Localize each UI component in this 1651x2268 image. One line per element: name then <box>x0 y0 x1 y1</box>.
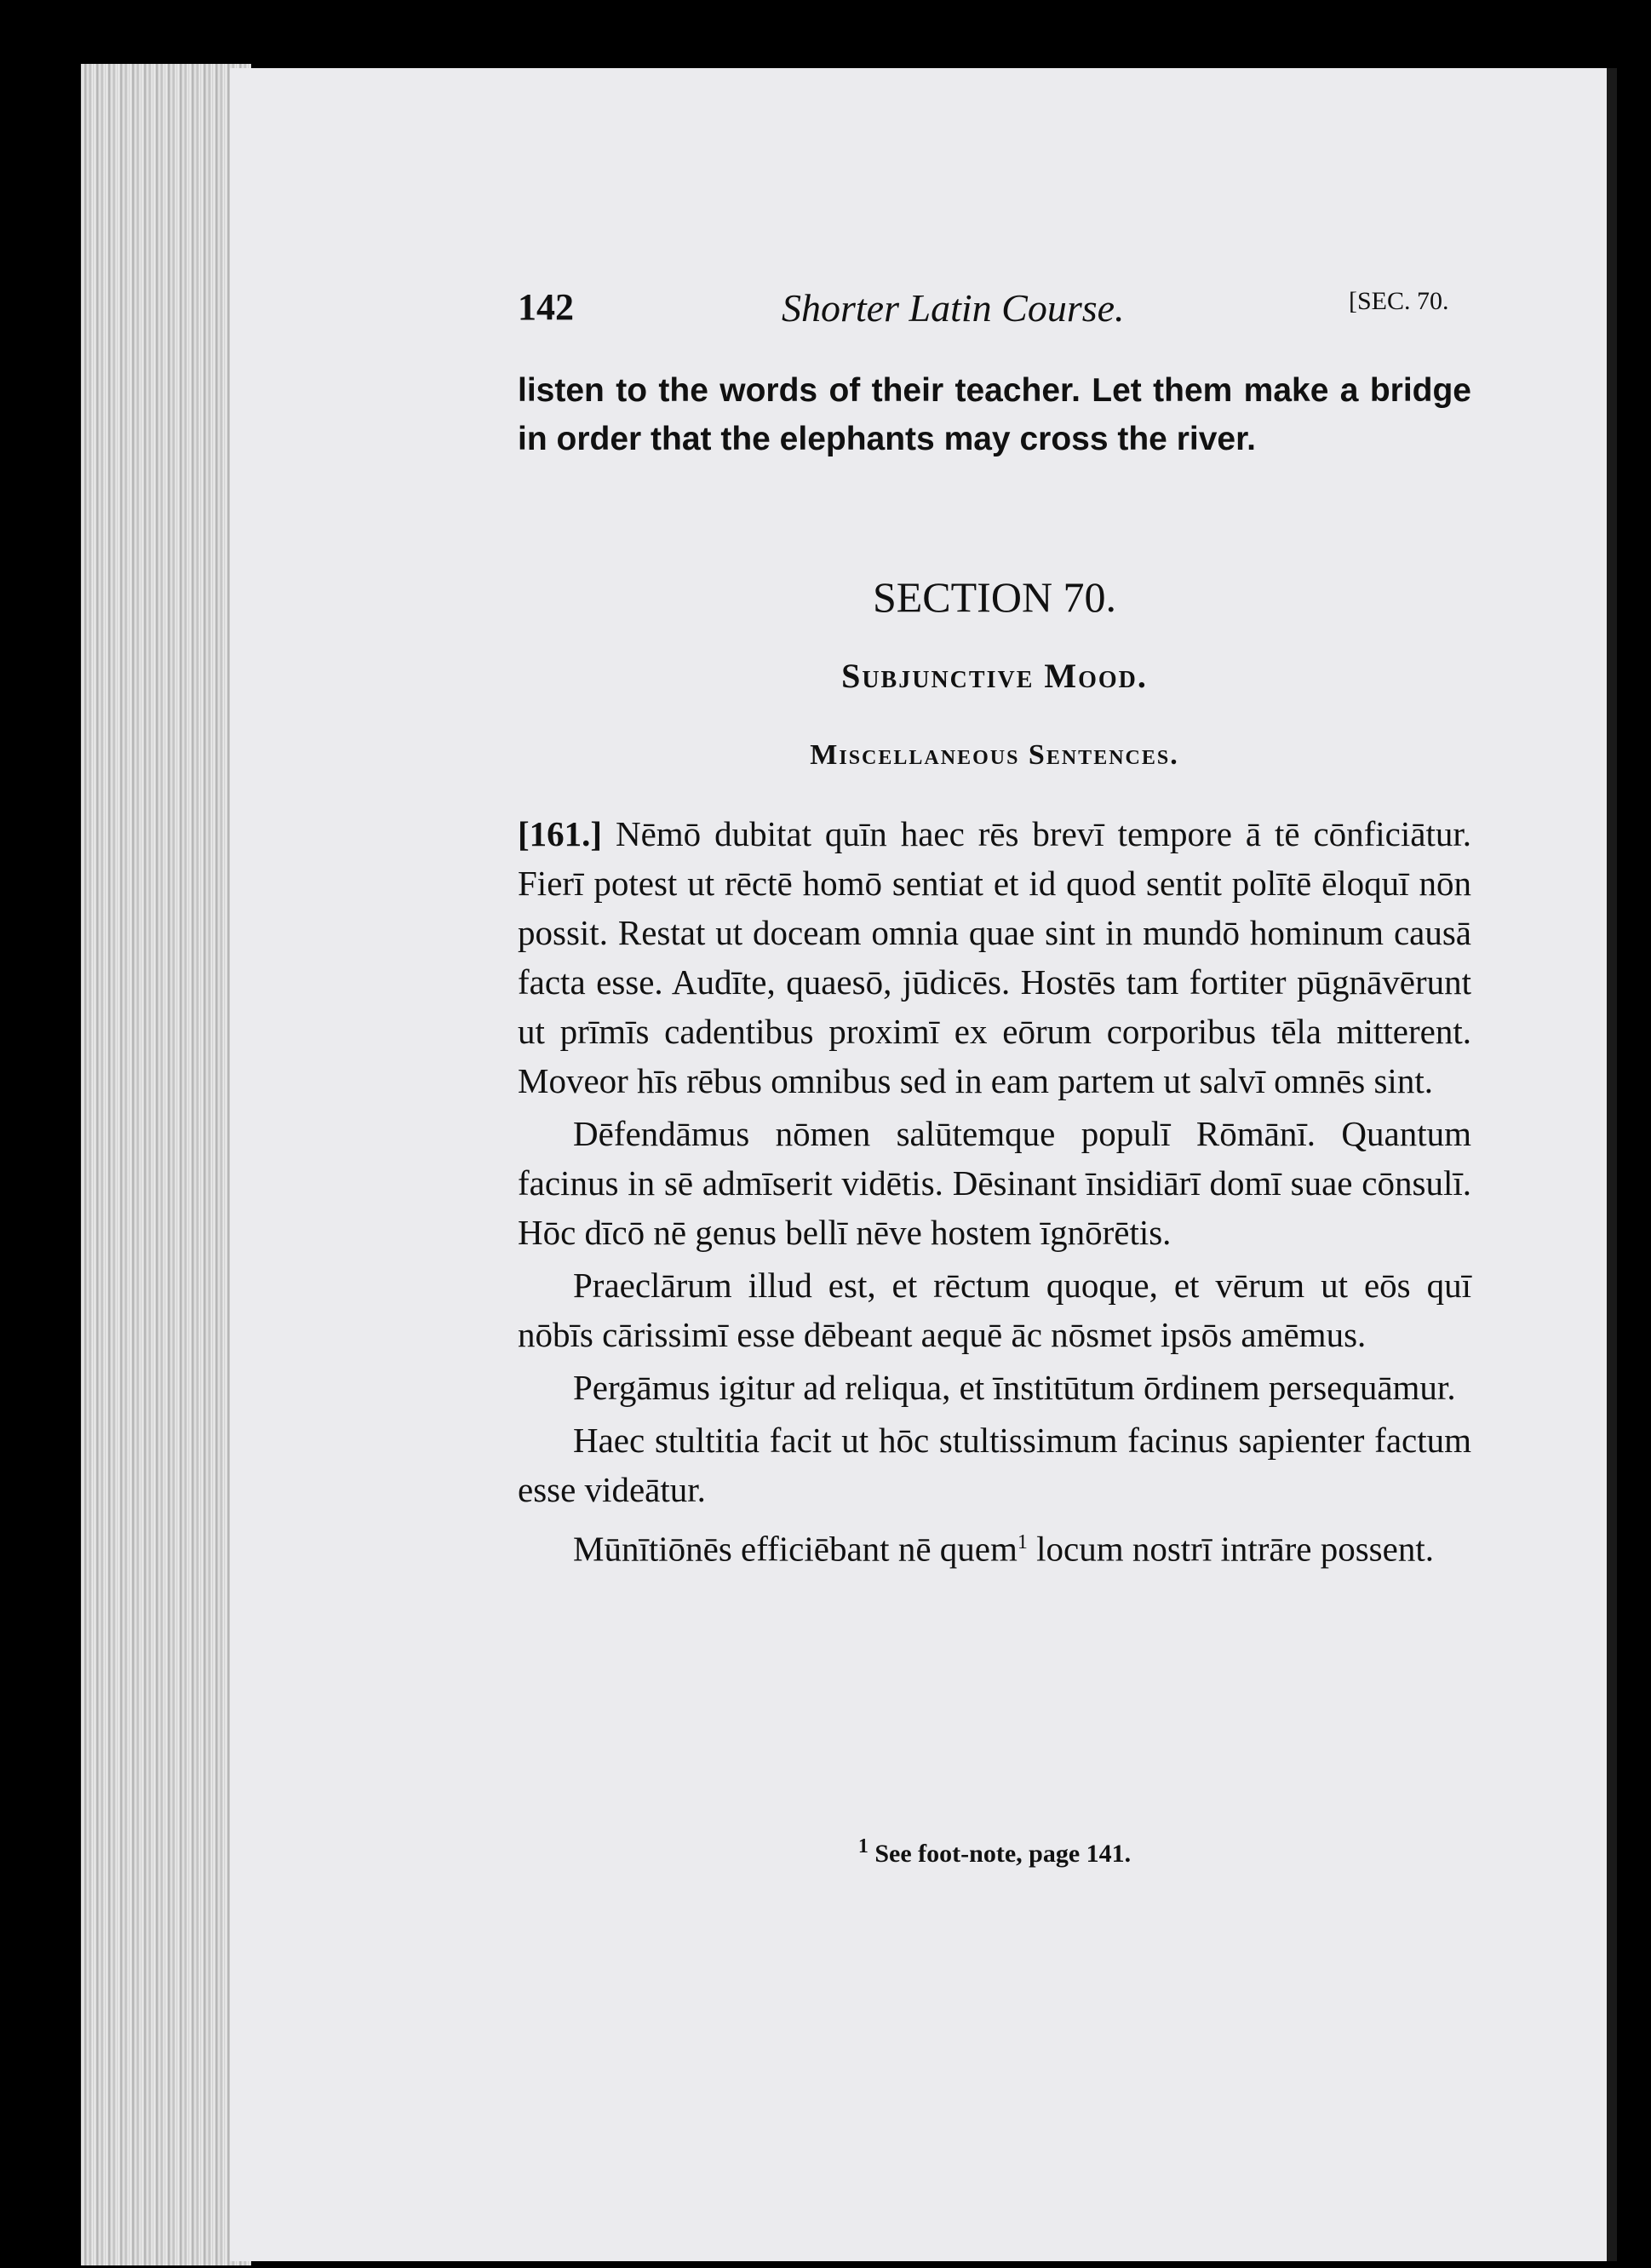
page-header <box>518 285 1497 345</box>
exercise-number: [161.] <box>518 814 603 853</box>
exercise-paragraph: Dēfendāmus nōmen salūtemque populī Rōmānī. Quantum facinus in sē admīserit vidētis. Dēsinant īnsidiārī domī suae cōnsulī. Hōc dīcō nē genus bellī nēve hostem īgnōrētis. <box>518 1114 1471 1252</box>
page-number: 142 <box>518 286 574 328</box>
section-subheading: Subjunctive Mood. <box>841 657 1148 695</box>
running-title: Shorter Latin Course. <box>782 286 1125 330</box>
footnote-reference: 1 <box>1017 1531 1028 1553</box>
exercise-paragraph: Pergāmus igitur ad reliqua, et īnstitūtum ōrdinem persequāmur. <box>573 1368 1456 1407</box>
page-edges <box>81 64 251 2265</box>
footnote-text: See foot-note, page 141. <box>874 1840 1132 1868</box>
exercise-paragraph <box>518 809 1471 1105</box>
footnote <box>518 1835 1471 1869</box>
exercise-body <box>518 809 1471 1577</box>
section-heading: SECTION 70. <box>872 573 1117 621</box>
section-subheading-secondary: Miscellaneous Sentences. <box>810 739 1179 771</box>
carryover-text: listen to the words of their teacher. Let them make a bridge in order that the elephants may cross the river. <box>518 372 1471 457</box>
paragraph-text: locum nostrī intrāre possent. <box>1036 1529 1434 1569</box>
section-reference: [SEC. 70. <box>1349 287 1449 315</box>
paragraph-text: Nēmō dubitat quīn haec rēs brevī tempore ā tē cōnficiātur. Fierī potest ut rēctē homō sentiat et id quod sentit polītē ēloquī nōn possit. Restat ut doceam omnia quae sint in mundō hominum causā facta esse. Audīte, quaesō, jūdicēs. Hostēs tam fortiter pūgnāvērunt ut prīmīs cadentibus proximī ex eōrum corporibus tēla mitterent. Moveor hīs rēbus omnibus sed in eam partem ut salvī omnēs sint. <box>518 814 1472 1100</box>
paragraph-text: Mūnītiōnēs efficiēbant nē quem <box>573 1529 1018 1569</box>
exercise-paragraph: Praeclārum illud est, et rēctum quoque, et vērum ut eōs quī nōbīs cārissimī esse dēbeant aequē āc nōsmet ipsōs amēmus. <box>518 1266 1471 1354</box>
exercise-paragraph <box>518 1518 1471 1574</box>
page-gutter-shadow <box>1607 68 1617 2261</box>
exercise-paragraph: Haec stultitia facit ut hōc stultissimum facinus sapienter factum esse videātur. <box>518 1421 1471 1509</box>
footnote-marker: 1 <box>857 1835 868 1857</box>
